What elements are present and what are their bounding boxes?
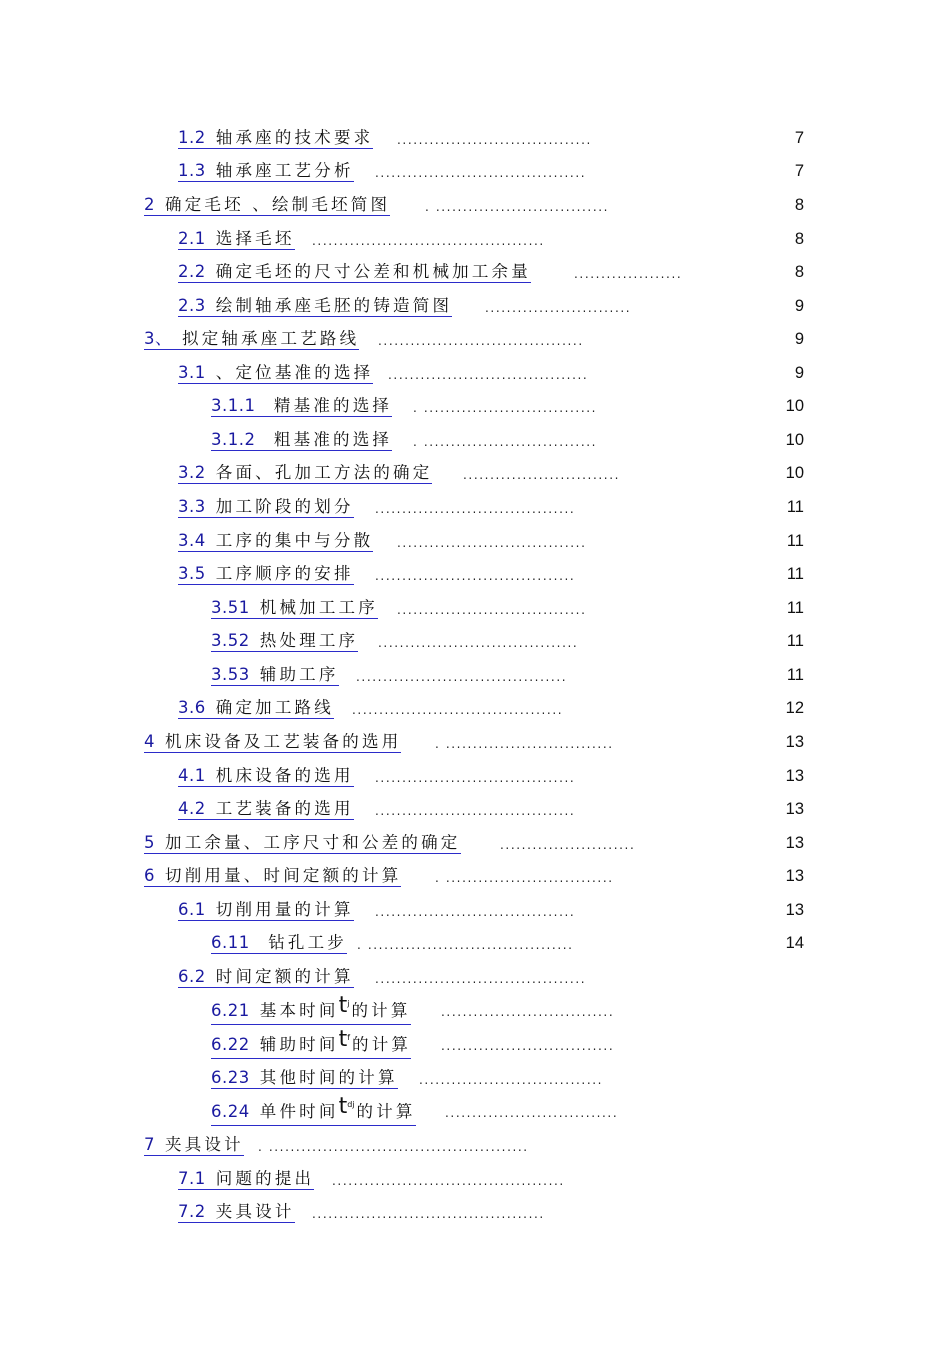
toc-entry-title: 夹具设计 <box>165 1135 244 1154</box>
toc-entry-title-suffix: 的计算 <box>352 1035 412 1054</box>
toc-dot-leader: .................................. <box>419 1073 604 1087</box>
toc-entry-number: 3、 <box>144 329 172 348</box>
toc-entry-title: 各面、孔加工方法的确定 <box>215 463 433 482</box>
toc-entry-number: 3.5 <box>178 564 206 583</box>
toc-entry-number: 3.1.1 <box>211 396 256 415</box>
toc-row <box>0 296 950 330</box>
toc-dot-leader: ........................................... <box>332 1174 565 1188</box>
toc-dot-leader: . ................................ <box>413 435 598 449</box>
toc-entry-number: 3.3 <box>178 497 206 516</box>
time-symbol-subscript: j <box>347 999 350 1008</box>
toc-entry-number: 3.1 <box>178 363 206 382</box>
toc-page-number: 10 <box>785 464 804 482</box>
toc-entry-title: 工序顺序的安排 <box>215 564 354 583</box>
toc-entry-title: 精基准的选择 <box>265 396 393 415</box>
toc-page-number: 7 <box>794 129 804 147</box>
toc-entry-title: 热处理工序 <box>259 631 359 650</box>
toc-row <box>0 229 950 263</box>
toc-row <box>0 430 950 464</box>
toc-row <box>0 766 950 800</box>
toc-dot-leader: ..................................... <box>375 905 576 919</box>
toc-entry-number: 4.2 <box>178 799 206 818</box>
toc-entry-link[interactable] <box>178 766 354 787</box>
toc-entry-number: 1.3 <box>178 161 206 180</box>
toc-entry-title: 、定位基准的选择 <box>215 363 374 382</box>
toc-dot-leader: ............................. <box>463 468 621 482</box>
toc-row <box>0 463 950 497</box>
toc-dot-leader: . ................................ <box>425 200 610 214</box>
toc-page-number: 8 <box>794 263 804 281</box>
toc-entry-link[interactable] <box>178 229 295 250</box>
toc-entry-number: 2.3 <box>178 296 206 315</box>
toc-entry-number: 4 <box>144 732 155 751</box>
toc-entry-link[interactable] <box>144 195 390 216</box>
toc-entry-link[interactable] <box>144 866 401 887</box>
time-symbol: t <box>338 1027 348 1052</box>
toc-dot-leader: .................................... <box>397 133 592 147</box>
toc-row <box>0 598 950 632</box>
toc-row <box>0 1169 950 1203</box>
toc-entry-title: 选择毛坯 <box>215 229 295 248</box>
toc-entry-title: 确定加工路线 <box>215 698 334 717</box>
toc-entry-title: 切削用量、时间定额的计算 <box>165 866 402 885</box>
toc-entry-title: 其他时间的计算 <box>259 1068 398 1087</box>
toc-dot-leader: ..................................... <box>375 771 576 785</box>
toc-entry-number: 7 <box>144 1135 155 1154</box>
toc-entry-title: 钻孔工步 <box>259 933 347 952</box>
toc-row <box>0 833 950 867</box>
toc-entry-link[interactable] <box>178 967 354 988</box>
toc-entry-title-suffix: 的计算 <box>356 1102 416 1121</box>
toc-row <box>0 564 950 598</box>
toc-entry-title: 绘制轴承座毛胚的铸造简图 <box>215 296 453 315</box>
toc-entry-link[interactable] <box>178 497 354 518</box>
toc-entry-title: 辅助工序 <box>259 665 339 684</box>
toc-entry-number: 2.2 <box>178 262 206 281</box>
toc-dot-leader: ................................ <box>441 1005 615 1019</box>
toc-dot-leader: ....................................... <box>375 166 587 180</box>
toc-entry-number: 2.1 <box>178 229 206 248</box>
toc-dot-leader: ........................................... <box>312 234 545 248</box>
toc-entry-link[interactable] <box>178 296 452 317</box>
toc-row <box>0 363 950 397</box>
toc-row <box>0 799 950 833</box>
toc-entry-number: 7.1 <box>178 1169 206 1188</box>
toc-entry-title: 粗基准的选择 <box>265 430 393 449</box>
toc-entry-title: 工序的集中与分散 <box>215 531 374 550</box>
toc-entry-link[interactable] <box>211 1027 412 1059</box>
toc-entry-link[interactable] <box>178 262 531 283</box>
toc-dot-leader: . ............................... <box>435 737 614 751</box>
toc-row <box>0 665 950 699</box>
toc-dot-leader: ................................ <box>445 1106 619 1120</box>
toc-page-number: 13 <box>785 834 804 852</box>
toc-row <box>0 933 950 967</box>
toc-row <box>0 900 950 934</box>
toc-entry-title: 加工余量、工序尺寸和公差的确定 <box>165 833 461 852</box>
toc-entry-number: 6 <box>144 866 155 885</box>
toc-entry-number: 3.52 <box>211 631 250 650</box>
toc-page-number: 9 <box>794 330 804 348</box>
toc-entry-title: 切削用量的计算 <box>215 900 354 919</box>
toc-entry-number: 6.2 <box>178 967 206 986</box>
time-symbol: t <box>338 993 348 1018</box>
toc-entry-title: 机械加工工序 <box>259 598 378 617</box>
toc-entry-number: 3.6 <box>178 698 206 717</box>
toc-page-number: 11 <box>786 565 804 583</box>
toc-dot-leader: . ................................................ <box>258 1140 529 1154</box>
toc-row <box>0 967 950 1001</box>
toc-entry-link[interactable] <box>211 1094 416 1126</box>
toc-page-number: 11 <box>786 599 804 617</box>
time-symbol: t <box>338 1094 348 1119</box>
toc-entry-link[interactable] <box>178 1202 295 1223</box>
toc-entry-link[interactable] <box>178 161 354 182</box>
toc-entry-number: 6.21 <box>211 1001 250 1020</box>
toc-entry-link[interactable] <box>144 1135 244 1156</box>
toc-entry-number: 3.4 <box>178 531 206 550</box>
toc-row <box>0 993 950 1034</box>
toc-row <box>0 262 950 296</box>
toc-entry-title-suffix: 的计算 <box>351 1001 411 1020</box>
toc-dot-leader: ........................................... <box>312 1207 545 1221</box>
toc-dot-leader: ........................... <box>485 301 632 315</box>
toc-page-number: 14 <box>785 934 804 952</box>
toc-entry-number: 2 <box>144 195 155 214</box>
toc-entry-link[interactable] <box>178 799 354 820</box>
toc-entry-link[interactable] <box>178 564 354 585</box>
toc-entry-number: 3.51 <box>211 598 250 617</box>
toc-dot-leader: . ................................ <box>413 401 598 415</box>
toc-entry-title: 拟定轴承座工艺路线 <box>182 329 360 348</box>
toc-dot-leader: ..................................... <box>375 502 576 516</box>
toc-page-number: 10 <box>785 397 804 415</box>
toc-entry-number: 6.22 <box>211 1035 250 1054</box>
toc-entry-link[interactable] <box>178 531 373 552</box>
toc-entry-link[interactable] <box>144 732 401 753</box>
toc-dot-leader: .................... <box>574 267 683 281</box>
toc-page-number: 8 <box>794 196 804 214</box>
toc-row <box>0 732 950 766</box>
toc-page-number: 11 <box>786 666 804 684</box>
toc-entry-number: 3.1.2 <box>211 430 256 449</box>
toc-dot-leader: ....................................... <box>356 670 568 684</box>
toc-row <box>0 128 950 162</box>
toc-entry-title: 确定毛坯 、绘制毛坯简图 <box>165 195 391 214</box>
toc-page-number: 13 <box>785 800 804 818</box>
toc-entry-number: 6.23 <box>211 1068 250 1087</box>
toc-entry-title: 夹具设计 <box>215 1202 295 1221</box>
toc-entry-title: 工艺装备的选用 <box>215 799 354 818</box>
toc-page-number: 12 <box>785 699 804 717</box>
toc-entry-link[interactable] <box>211 430 392 451</box>
toc-entry-title-prefix: 单件时间 <box>259 1102 339 1121</box>
toc-row <box>0 866 950 900</box>
toc-entry-title: 加工阶段的划分 <box>215 497 354 516</box>
toc-page-number: 9 <box>794 364 804 382</box>
time-symbol-subscript: f <box>347 1033 351 1042</box>
toc-entry-link[interactable] <box>178 128 373 149</box>
toc-entry-title-prefix: 基本时间 <box>259 1001 339 1020</box>
time-symbol-subscript: dj <box>347 1100 355 1109</box>
toc-page-number: 11 <box>786 632 804 650</box>
toc-page-number: 11 <box>786 498 804 516</box>
toc-page-number: 13 <box>785 901 804 919</box>
toc-row <box>0 329 950 363</box>
toc-entry-number: 7.2 <box>178 1202 206 1221</box>
toc-page-number: 10 <box>785 431 804 449</box>
toc-entry-link[interactable] <box>211 665 339 686</box>
toc-dot-leader: ....................................... <box>352 703 564 717</box>
toc-entry-title: 轴承座的技术要求 <box>215 128 374 147</box>
toc-entry-link[interactable] <box>178 463 432 484</box>
toc-row <box>0 161 950 195</box>
toc-entry-link[interactable] <box>178 1169 314 1190</box>
toc-entry-number: 6.24 <box>211 1102 250 1121</box>
toc-row <box>0 531 950 565</box>
toc-entry-link[interactable] <box>211 631 358 652</box>
toc-entry-link[interactable] <box>178 900 354 921</box>
toc-entry-title: 机床设备的选用 <box>215 766 354 785</box>
toc-row <box>0 1027 950 1068</box>
toc-entry-link[interactable] <box>211 396 392 417</box>
toc-dot-leader: ..................................... <box>375 804 576 818</box>
toc-entry-link[interactable] <box>144 329 359 350</box>
toc-entry-number: 1.2 <box>178 128 206 147</box>
toc-page-number: 7 <box>794 162 804 180</box>
toc-page-number: 13 <box>785 733 804 751</box>
toc-row <box>0 396 950 430</box>
toc-page-number: 8 <box>794 230 804 248</box>
toc-dot-leader: ..................................... <box>388 368 589 382</box>
toc-entry-title: 轴承座工艺分析 <box>215 161 354 180</box>
toc-dot-leader: ................................... <box>397 536 587 550</box>
toc-page-number: 9 <box>794 297 804 315</box>
toc-entry-title: 确定毛坯的尺寸公差和机械加工余量 <box>215 262 531 281</box>
toc-entry-title: 时间定额的计算 <box>215 967 354 986</box>
toc-row <box>0 1094 950 1135</box>
toc-entry-number: 6.11 <box>211 933 250 952</box>
toc-entry-number: 4.1 <box>178 766 206 785</box>
toc-entry-number: 3.53 <box>211 665 250 684</box>
toc-row <box>0 1068 950 1102</box>
toc-dot-leader: ....................................... <box>375 972 587 986</box>
toc-entry-title: 机床设备及工艺装备的选用 <box>165 732 402 751</box>
toc-entry-link[interactable] <box>211 1068 398 1089</box>
toc-dot-leader: . ............................... <box>435 871 614 885</box>
toc-entry-title-prefix: 辅助时间 <box>259 1035 339 1054</box>
toc-entry-link[interactable] <box>144 833 461 854</box>
toc-row <box>0 195 950 229</box>
toc-page-number: 13 <box>785 767 804 785</box>
toc-dot-leader: ...................................... <box>378 334 584 348</box>
toc-dot-leader: ..................................... <box>375 569 576 583</box>
toc-entry-link[interactable] <box>178 698 334 719</box>
toc-page-number: 13 <box>785 867 804 885</box>
toc-row <box>0 631 950 665</box>
toc-entry-link[interactable] <box>211 993 411 1025</box>
toc-dot-leader: ................................ <box>441 1039 615 1053</box>
toc-row <box>0 698 950 732</box>
toc-entry-number: 5 <box>144 833 155 852</box>
toc-dot-leader: . ...................................... <box>357 938 574 952</box>
toc-dot-leader: ................................... <box>397 603 587 617</box>
toc-page-number: 11 <box>786 532 804 550</box>
toc-entry-number: 3.2 <box>178 463 206 482</box>
toc-row <box>0 1135 950 1169</box>
toc-entry-title: 问题的提出 <box>215 1169 315 1188</box>
toc-row <box>0 497 950 531</box>
toc-entry-link[interactable] <box>211 598 378 619</box>
toc-dot-leader: ......................... <box>500 838 636 852</box>
toc-row <box>0 1202 950 1236</box>
toc-entry-link[interactable] <box>211 933 347 954</box>
toc-dot-leader: ..................................... <box>378 636 579 650</box>
toc-entry-link[interactable] <box>178 363 373 384</box>
toc-entry-number: 6.1 <box>178 900 206 919</box>
